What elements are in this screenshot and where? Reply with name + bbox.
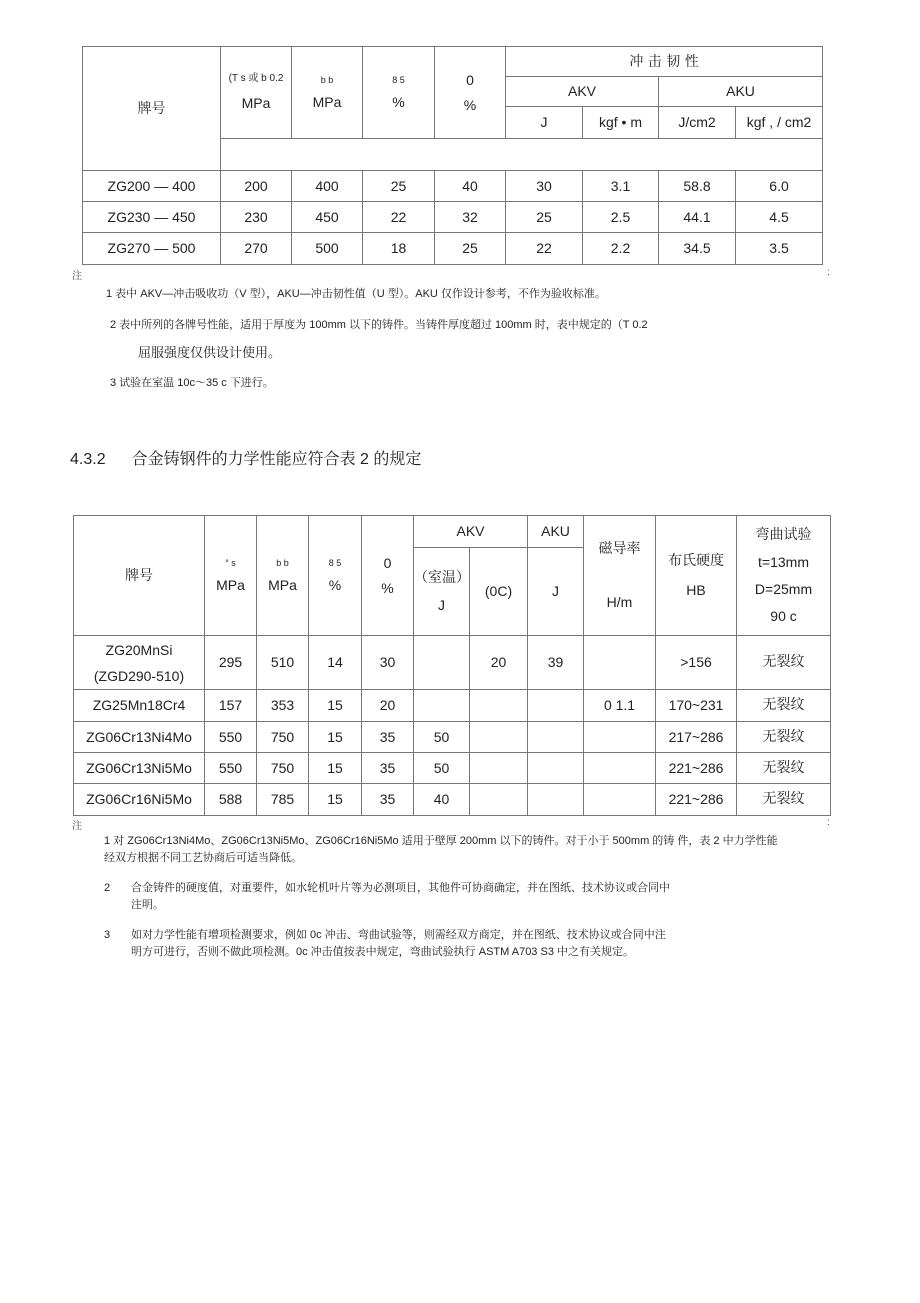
grade-cell: ZG230 — 450 [83, 202, 221, 233]
el-cell: 25 [363, 171, 435, 202]
grade-cell: ZG06Cr13Ni5Mo [74, 753, 205, 784]
note-1-2: 2 表中所列的各牌号性能，适用于厚度为 100mm 以下的铸件。当铸件厚度超过 100mm 时，表中规定的（T 0.2 [110, 319, 648, 331]
t2-header-zero: (0C) [470, 548, 528, 636]
aku-cell: 39 [528, 636, 584, 690]
ys-cell: 270 [221, 233, 292, 265]
aku-kgf-cell: 3.5 [736, 233, 823, 265]
t1-header-brand: 牌号 [83, 47, 221, 171]
akv-room-cell: 50 [414, 722, 470, 753]
t2-header-mag: 磁导率 H/m [584, 516, 656, 636]
ts-cell: 785 [257, 784, 309, 816]
note-1-2b: 屈服强度仅供设计使用。 [138, 345, 282, 360]
akv-zero-cell [470, 784, 528, 816]
grade-cell: ZG200 — 400 [83, 171, 221, 202]
note-1-3: 3 试验在室温 10c～35 c 下进行。 [110, 377, 274, 389]
ra-cell: 32 [435, 202, 506, 233]
t1-header-el: 8 5 % [363, 47, 435, 139]
ts-cell: 750 [257, 753, 309, 784]
table-row [83, 233, 823, 265]
aku-cell [528, 753, 584, 784]
akv-room-cell [414, 690, 470, 722]
table-row [83, 171, 823, 202]
ts-cell: 750 [257, 722, 309, 753]
aku-kgf-cell: 6.0 [736, 171, 823, 202]
t2-header-ra: 0 % [362, 516, 414, 636]
aku-j-cell: 34.5 [659, 233, 736, 265]
t1-header-ra: 0 % [435, 47, 506, 139]
t1-unit-kgfm: kgf • m [583, 107, 659, 139]
el-cell: 22 [363, 202, 435, 233]
t2-header-aku-unit: J [528, 548, 584, 636]
mag-cell [584, 784, 656, 816]
bend-cell: 无裂纹 [737, 690, 831, 722]
grade-cell: ZG06Cr13Ni4Mo [74, 722, 205, 753]
el-cell: 15 [309, 690, 362, 722]
note-2-3-num: 3 [104, 929, 111, 941]
t2-header-ys: ° s MPa [205, 516, 257, 636]
aku-cell [528, 784, 584, 816]
t2-header-room: （室温） J [414, 548, 470, 636]
hb-cell: 221~286 [656, 784, 737, 816]
t1-header-impact: 冲 击 韧 性 [506, 47, 823, 77]
ra-cell: 35 [362, 784, 414, 816]
mag-cell [584, 722, 656, 753]
akv-room-cell: 40 [414, 784, 470, 816]
table-row [74, 690, 831, 722]
t1-header-ts: b b MPa [292, 47, 363, 139]
note-2-3b: 明方可进行，否则不做此项检测。0c 冲击值按表中规定，弯曲试验执行 ASTM A703 S3 中之有关规定。 [131, 946, 634, 958]
ra-cell: 35 [362, 722, 414, 753]
bend-cell: 无裂纹 [737, 784, 831, 816]
akv-kgf-cell: 2.2 [583, 233, 659, 265]
note-2-2b: 注明。 [131, 899, 164, 911]
aku-kgf-cell: 4.5 [736, 202, 823, 233]
aku-cell [528, 690, 584, 722]
el-cell: 15 [309, 722, 362, 753]
notes-1-label: 注 [72, 271, 82, 282]
t1-header-aku: AKU [659, 77, 823, 107]
t2-header-bend: 弯曲试验 t=13mm D=25mm 90 c [737, 516, 831, 636]
grade-cell: ZG270 — 500 [83, 233, 221, 265]
t2-header-aku: AKU [528, 516, 584, 548]
el-cell: 14 [309, 636, 362, 690]
ts-cell: 400 [292, 171, 363, 202]
ys-cell: 157 [205, 690, 257, 722]
bend-cell: 无裂纹 [737, 722, 831, 753]
t1-header-ys: (T s 或 b 0.2 MPa [221, 47, 292, 139]
hb-cell: >156 [656, 636, 737, 690]
note-2-1a: 1 对 ZG06Cr13Ni4Mo、ZG06Cr13Ni5Mo、ZG06Cr16Ni5Mo 适用于壁厚 200mm 以下的铸件。对于小于 500mm 的铸 件，表 2 中力学性能 [104, 835, 778, 847]
t1-unit-kgfcm2: kgf , / cm2 [736, 107, 823, 139]
akv-zero-cell [470, 722, 528, 753]
grade-cell: ZG25Mn18Cr4 [74, 690, 205, 722]
t2-header-hb: 布氏硬度 HB [656, 516, 737, 636]
ra-cell: 30 [362, 636, 414, 690]
akv-kgf-cell: 3.1 [583, 171, 659, 202]
ra-cell: 35 [362, 753, 414, 784]
akv-room-cell [414, 636, 470, 690]
bend-cell: 无裂纹 [737, 636, 831, 690]
notes-2-label: 注 [72, 821, 82, 832]
ra-cell: 20 [362, 690, 414, 722]
ts-cell: 510 [257, 636, 309, 690]
ra-cell: 25 [435, 233, 506, 265]
hb-cell: 221~286 [656, 753, 737, 784]
t1-unit-jcm2: J/cm2 [659, 107, 736, 139]
table-2 [73, 515, 831, 816]
note-2-2a: 合金铸件的硬度值，对重要件，如水轮机叶片等为必测项目，其他件可协商确定，并在图纸、技术协议或合同中 [131, 882, 670, 894]
section-title: 合金铸钢件的力学性能应符合表 2 的规定 [131, 451, 422, 468]
ys-cell: 230 [221, 202, 292, 233]
note-2-1b: 经双方根据不同工艺协商后可适当降低。 [104, 852, 302, 864]
akv-j-cell: 25 [506, 202, 583, 233]
el-cell: 15 [309, 784, 362, 816]
note-2-3a: 如对力学性能有增项检测要求，例如 0c 冲击、弯曲试验等，则需经双方商定，并在图纸、技术协议或合同中注 [131, 929, 666, 941]
ra-cell: 40 [435, 171, 506, 202]
ts-cell: 500 [292, 233, 363, 265]
t1-header-spacer [221, 139, 823, 171]
note-2-2-num: 2 [104, 882, 111, 894]
el-cell: 15 [309, 753, 362, 784]
table-row [74, 636, 831, 690]
t1-unit-j: J [506, 107, 583, 139]
note-1-1: 1 表中 AKV—冲击吸收功（V 型），AKU—冲击韧性值（U 型）。AKU 仅作设计参考，不作为验收标准。 [106, 288, 606, 300]
table-row [74, 784, 831, 816]
ys-cell: 588 [205, 784, 257, 816]
hb-cell: 170~231 [656, 690, 737, 722]
akv-j-cell: 30 [506, 171, 583, 202]
mag-cell [584, 753, 656, 784]
table-row [74, 722, 831, 753]
ys-cell: 295 [205, 636, 257, 690]
section-heading [70, 446, 421, 469]
mag-cell: 0 1.1 [584, 690, 656, 722]
table-row [83, 202, 823, 233]
akv-zero-cell [470, 753, 528, 784]
mag-cell [584, 636, 656, 690]
t2-header-ts: b b MPa [257, 516, 309, 636]
ys-cell: 550 [205, 753, 257, 784]
grade-cell: ZG06Cr16Ni5Mo [74, 784, 205, 816]
ys-cell: 550 [205, 722, 257, 753]
notes-1-colon: : [827, 267, 830, 278]
aku-cell [528, 722, 584, 753]
el-cell: 18 [363, 233, 435, 265]
akv-room-cell: 50 [414, 753, 470, 784]
notes-2-colon: : [827, 817, 830, 828]
akv-zero-cell: 20 [470, 636, 528, 690]
akv-zero-cell [470, 690, 528, 722]
table-1 [82, 46, 823, 265]
t2-header-el: 8 5 % [309, 516, 362, 636]
aku-j-cell: 58.8 [659, 171, 736, 202]
hb-cell: 217~286 [656, 722, 737, 753]
t2-header-brand: 牌号 [74, 516, 205, 636]
grade-cell: ZG20MnSi (ZGD290-510) [74, 636, 205, 690]
t1-header-akv: AKV [506, 77, 659, 107]
aku-j-cell: 44.1 [659, 202, 736, 233]
section-number: 4.3.2 [70, 451, 106, 468]
akv-kgf-cell: 2.5 [583, 202, 659, 233]
ts-cell: 450 [292, 202, 363, 233]
akv-j-cell: 22 [506, 233, 583, 265]
bend-cell: 无裂纹 [737, 753, 831, 784]
ys-cell: 200 [221, 171, 292, 202]
ts-cell: 353 [257, 690, 309, 722]
table-row [74, 753, 831, 784]
t2-header-akv: AKV [414, 516, 528, 548]
